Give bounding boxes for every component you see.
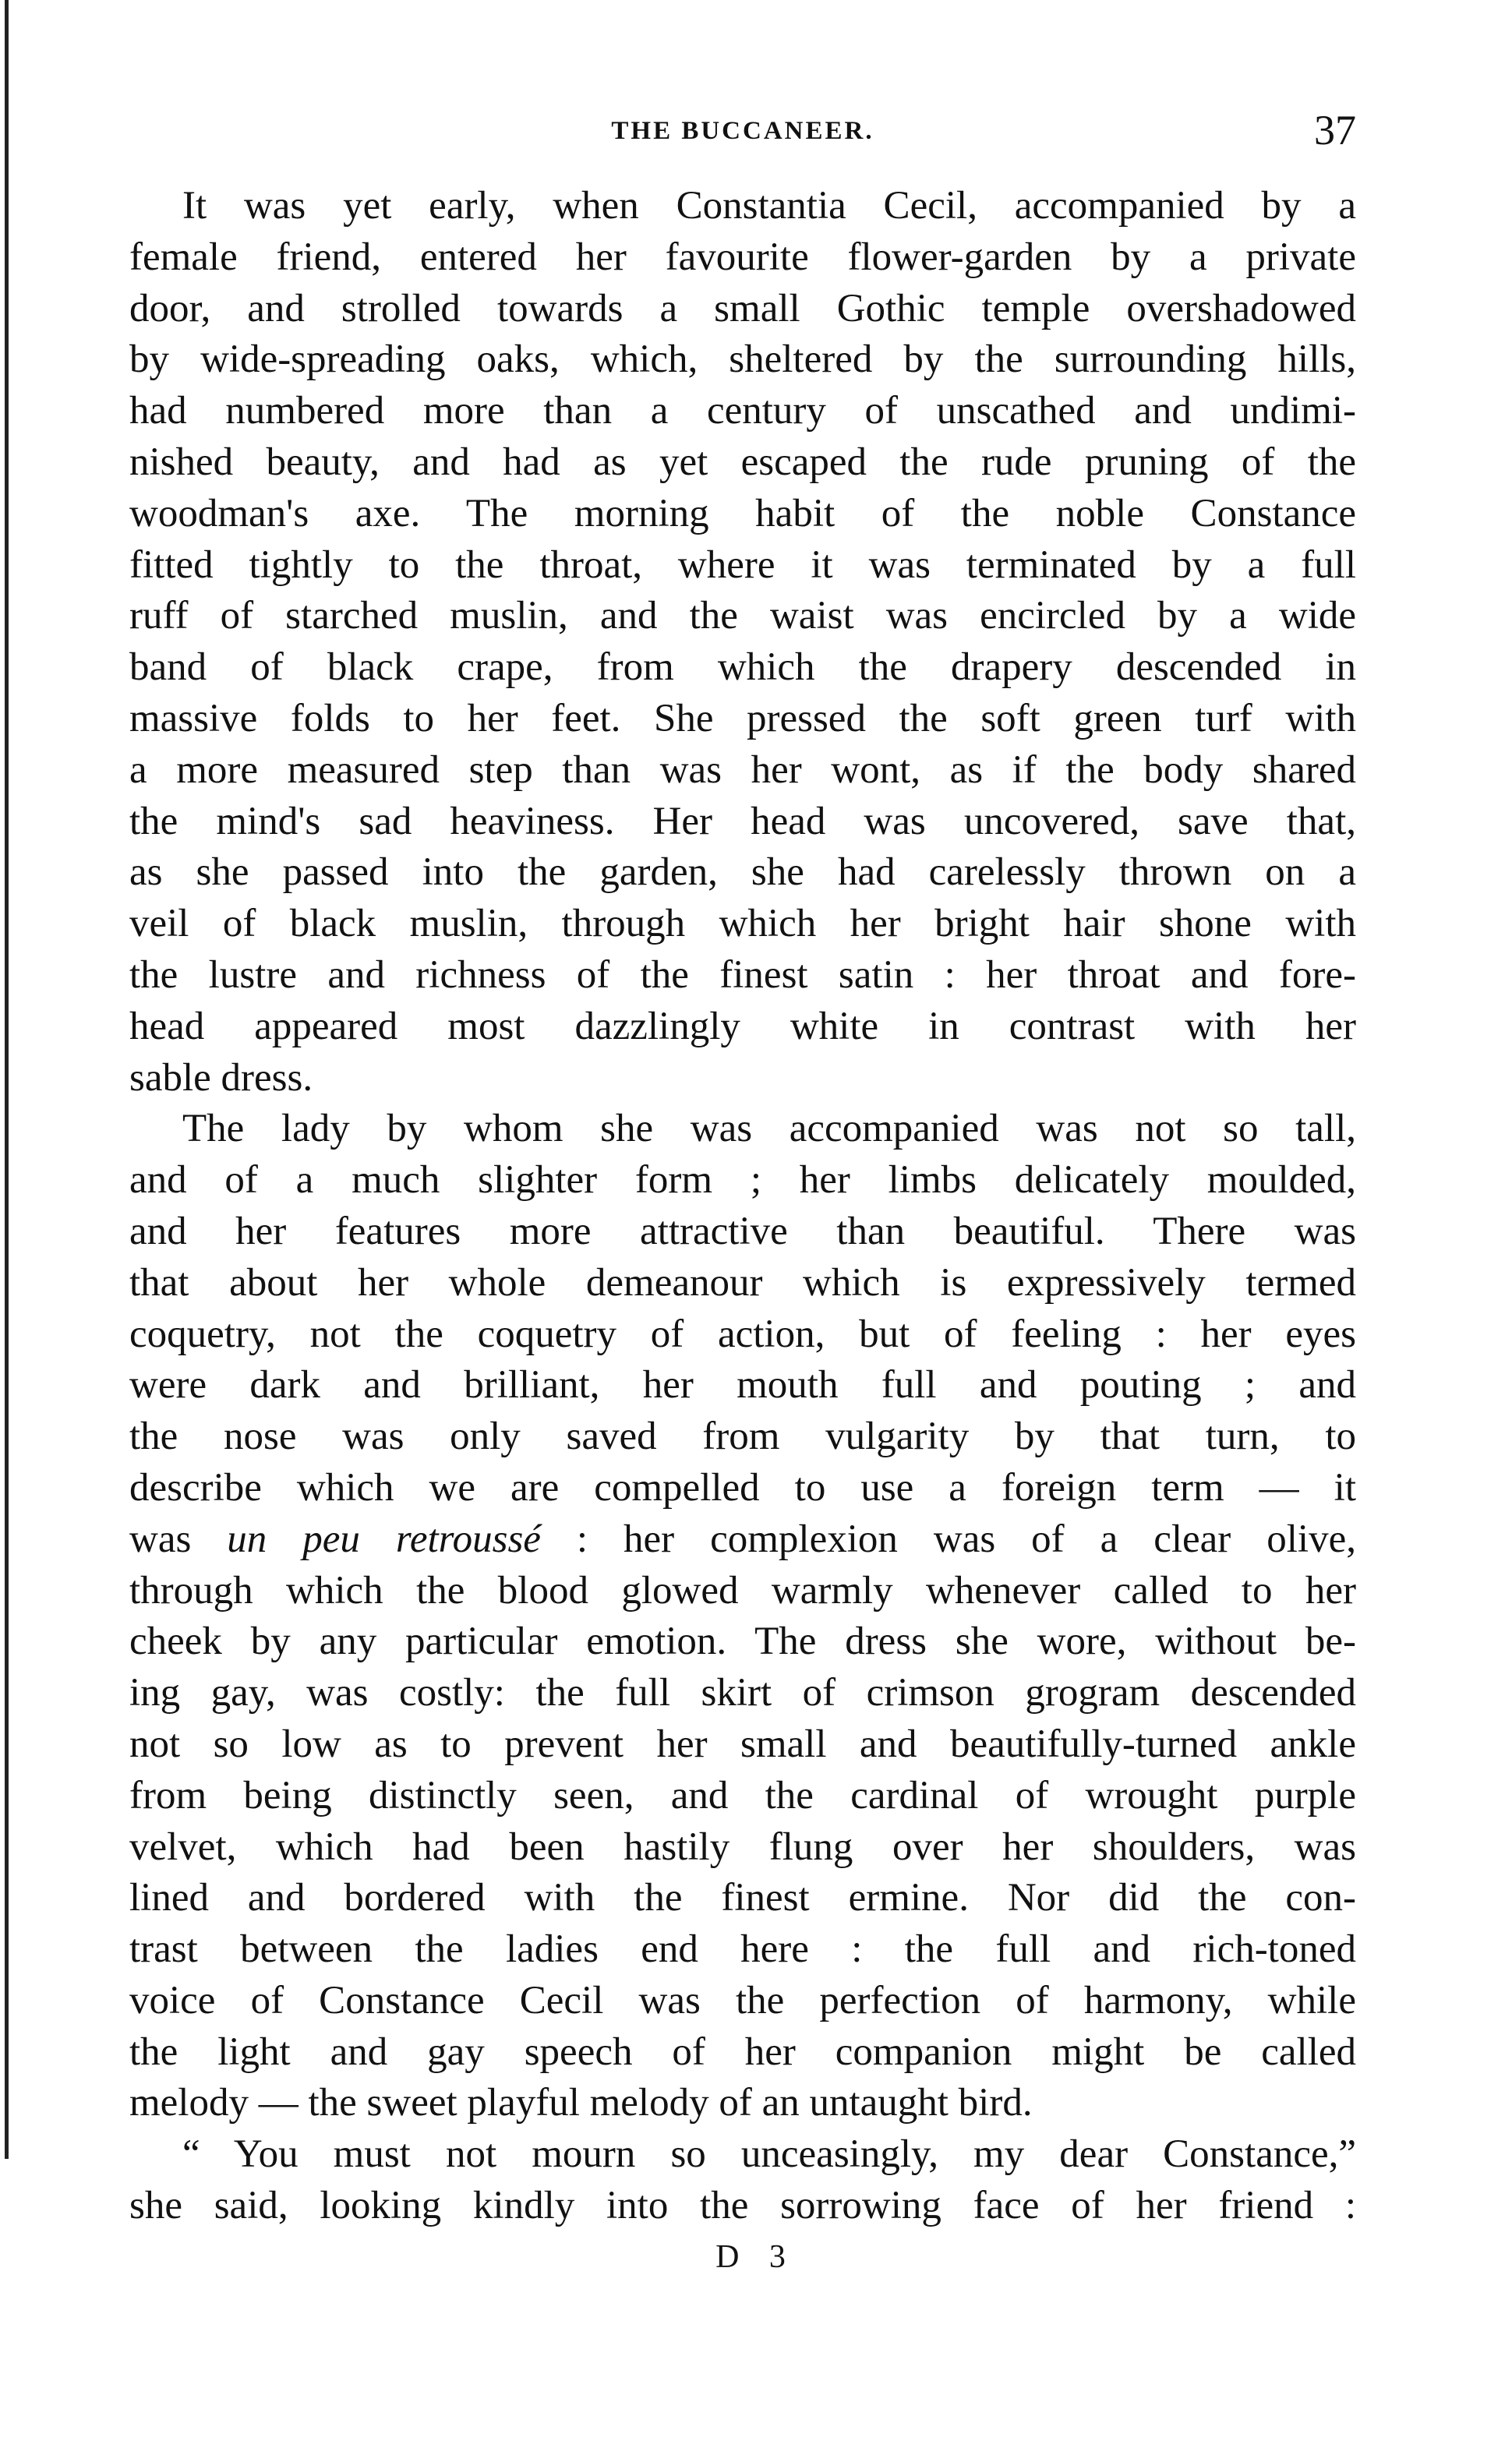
text-line: that about her whole demeanour which is expressively termed: [129, 1260, 1356, 1305]
text-line: from being distinctly seen, and the cardinal of wrought purple: [129, 1773, 1356, 1817]
text-line: describe which we are compelled to use a foreign term — it: [129, 1465, 1356, 1510]
page-body: [129, 181, 1356, 2232]
text-line: the light and gay speech of her companion might be called: [129, 2029, 1356, 2074]
signature-mark: D 3: [715, 2239, 797, 2275]
text-line: veil of black muslin, through which her bright hair shone with: [129, 902, 1356, 946]
text-line: massive folds to her feet. She pressed the soft green turf with: [129, 696, 1356, 740]
text-line: and of a much slighter form ; her limbs delicately moulded,: [129, 1158, 1356, 1203]
text-line: female friend, entered her favourite flower-garden by a private: [129, 235, 1356, 279]
text-line: band of black crape, from which the drapery descended in: [129, 645, 1356, 690]
text-line: trast between the ladies end here : the full and rich-toned: [129, 1927, 1356, 1972]
text-line: fitted tightly to the throat, where it was terminated by a full: [129, 542, 1356, 587]
text-line: through which the blood glowed warmly whenever called to her: [129, 1568, 1356, 1613]
text-line: head appeared most dazzlingly white in contrast with her: [129, 1004, 1356, 1048]
text-line: velvet, which had been hastily flung over her shoulders, was: [129, 1825, 1356, 1869]
page-edge-rule: [5, 0, 9, 2159]
text-line: [129, 1514, 1356, 1566]
text-line: were dark and brilliant, her mouth full and pouting ; and: [129, 1363, 1356, 1408]
text-line: coquetry, not the coquetry of action, but of feeling : her eyes: [129, 1312, 1356, 1356]
text-line: “ You must not mourn so unceasingly, my dear Constance,”: [182, 2132, 1356, 2177]
italic-phrase: un peu retroussé: [227, 1517, 541, 1561]
text-line: and her features more attractive than beautiful. There was: [129, 1209, 1356, 1253]
text-line: she said, looking kindly into the sorrowing face of her friend :: [129, 2184, 1356, 2228]
text-run: was: [129, 1517, 228, 1561]
text-line: the mind's sad heaviness. Her head was uncovered, save that,: [129, 799, 1356, 843]
text-line: the lustre and richness of the finest satin : her throat and fore-: [129, 952, 1356, 997]
running-title: THE BUCCANEER.: [611, 117, 874, 145]
text-line: the nose was only saved from vulgarity by that turn, to: [129, 1415, 1356, 1459]
text-line: as she passed into the garden, she had carelessly thrown on a: [129, 850, 1356, 895]
text-line: ing gay, was costly: the full skirt of crimson grogram descended: [129, 1671, 1356, 1715]
text-line: lined and bordered with the finest ermine. Nor did the con-: [129, 1876, 1356, 1920]
text-line: by wide-spreading oaks, which, sheltered by the surrounding hills,: [129, 337, 1356, 382]
text-run: : her complexion was of a clear olive,: [540, 1517, 1356, 1561]
text-line: not so low as to prevent her small and beautifully-turned ankle: [129, 1722, 1356, 1766]
text-line: sable dress.: [129, 1055, 313, 1100]
text-line: ruff of starched muslin, and the waist was encircled by a wide: [129, 594, 1356, 638]
text-line: woodman's axe. The morning habit of the noble Constance: [129, 491, 1356, 535]
text-line: door, and strolled towards a small Gothic temple overshadowed: [129, 286, 1356, 330]
text-line: cheek by any particular emotion. The dress she wore, without be-: [129, 1620, 1356, 1664]
text-line: nished beauty, and had as yet escaped the rude pruning of the: [129, 440, 1356, 484]
text-line: a more measured step than was her wont, as if the body shared: [129, 747, 1356, 792]
running-header: [129, 106, 1356, 153]
text-line: The lady by whom she was accompanied was not so tall,: [182, 1107, 1356, 1151]
text-line: melody — the sweet playful melody of an untaught bird.: [129, 2081, 1033, 2125]
text-line: had numbered more than a century of unscathed and undimi-: [129, 389, 1356, 433]
text-line: voice of Constance Cecil was the perfection of harmony, while: [129, 1978, 1356, 2022]
page-number: 37: [1314, 107, 1356, 154]
text-line: It was yet early, when Constantia Cecil, accompanied by a: [182, 184, 1356, 228]
